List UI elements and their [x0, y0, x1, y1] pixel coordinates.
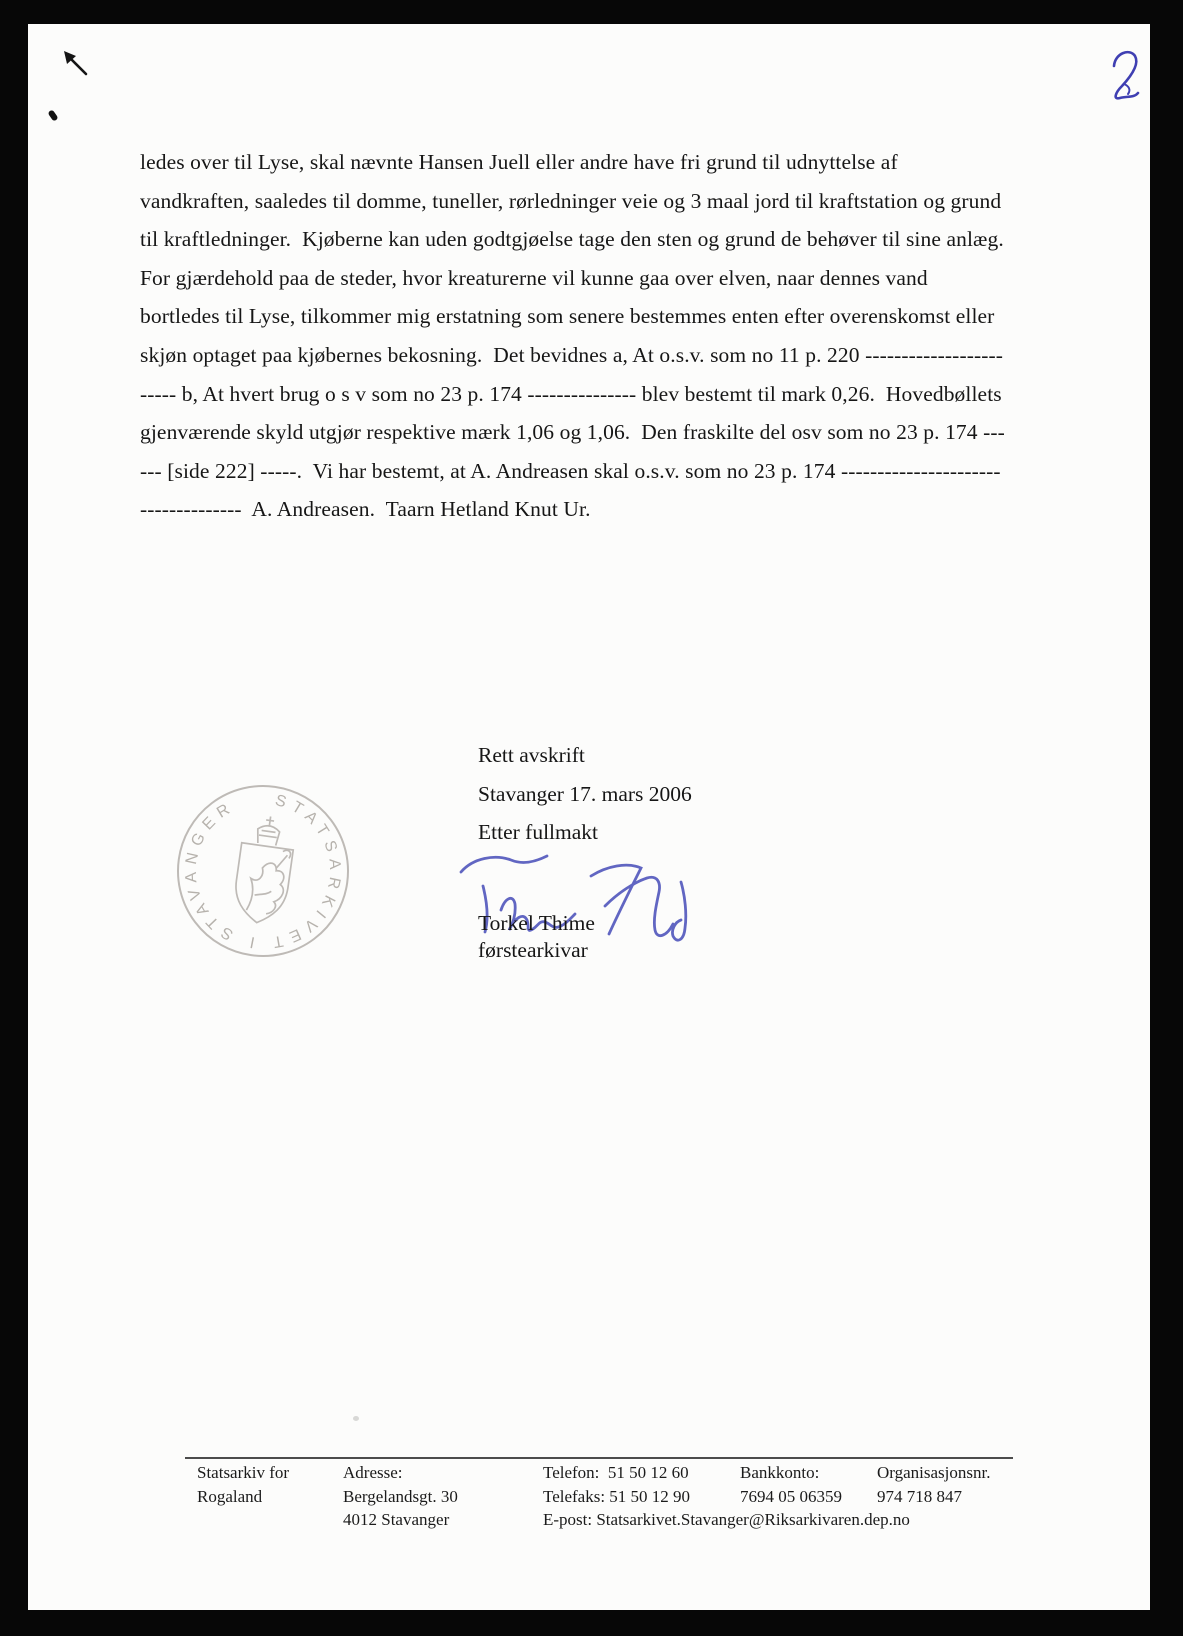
footer-org	[197, 1461, 289, 1508]
arrow-mark-icon	[58, 48, 92, 78]
ink-speck	[47, 109, 58, 121]
signatory-name: Torkel Thime	[478, 911, 595, 935]
crown-icon	[256, 815, 282, 846]
closing-block	[478, 736, 692, 852]
body-line: --- [side 222] -----. Vi har bestemt, at A. Andreasen skal o.s.v. som no 23 p. 174 ----------------------	[140, 458, 1001, 483]
body-line: bortledes til Lyse, tilkommer mig erstatning som senere bestemmes enten efter overenskomst eller	[140, 304, 995, 329]
footer-org-line2: Rogaland	[197, 1486, 263, 1506]
footer-orgnr	[877, 1461, 991, 1508]
document-body	[140, 143, 1005, 529]
certification-line: Rett avskrift	[478, 743, 585, 767]
authority-line: Etter fullmakt	[478, 820, 599, 845]
footer-divider	[185, 1457, 1013, 1459]
body-line: For gjærdehold paa de steder, hvor kreaturerne vil kunne gaa over elven, naar dennes vand	[140, 265, 928, 290]
footer-address-street: Bergelandsgt. 30	[343, 1486, 458, 1506]
stamp-ring-text: STATSARKIVET I STAVANGER	[182, 791, 344, 952]
footer-bank-account: 7694 05 06359	[740, 1486, 842, 1506]
handwritten-page-number	[1100, 42, 1152, 114]
body-line: til kraftledninger. Kjøberne kan uden godtgjøelse tage den sten og grund de behøver til sine anlæg.	[140, 227, 1004, 252]
paper-page	[28, 24, 1150, 1610]
body-line: skjøn optaget paa kjøbernes bekosning. Det bevidnes a, At o.s.v. som no 11 p. 220 -------------------	[140, 342, 1003, 367]
body-line: -------------- A. Andreasen. Taarn Hetland Knut Ur.	[140, 497, 591, 522]
norwegian-crest-icon	[231, 843, 293, 926]
footer-phone: Telefon: 51 50 12 60	[543, 1463, 689, 1482]
footer-contact	[543, 1461, 910, 1532]
signatory-block	[478, 910, 595, 964]
scan-dust-speck	[353, 1416, 359, 1421]
footer-address-label: Adresse:	[343, 1463, 403, 1482]
footer-orgnr-label: Organisasjonsnr.	[877, 1463, 991, 1482]
footer-address	[343, 1461, 458, 1532]
footer-bank	[740, 1461, 842, 1508]
body-line: vandkraften, saaledes til domme, tuneller, rørledninger veie og 3 maal jord til kraftstation og grund	[140, 188, 1002, 213]
footer-bank-label: Bankkonto:	[740, 1463, 820, 1482]
signatory-title: førstearkivar	[478, 938, 588, 962]
archive-stamp	[168, 776, 358, 966]
footer-email: E-post: Statsarkivet.Stavanger@Riksarkivaren.dep.no	[543, 1510, 910, 1529]
footer-address-city: 4012 Stavanger	[343, 1510, 450, 1529]
body-line: ----- b, At hvert brug o s v som no 23 p. 174 --------------- blev bestemt til mark 0,26. Hovedbøllets	[140, 381, 1002, 406]
place-date-line: Stavanger 17. mars 2006	[478, 781, 692, 806]
footer-org-line1: Statsarkiv for	[197, 1463, 290, 1482]
body-line: ledes over til Lyse, skal nævnte Hansen Juell eller andre have fri grund til udnyttelse af	[140, 150, 898, 174]
footer-fax: Telefaks: 51 50 12 90	[543, 1486, 691, 1506]
footer-orgnr-value: 974 718 847	[877, 1486, 962, 1506]
body-line: gjenværende skyld utgjør respektive mærk 1,06 og 1,06. Den fraskilte del osv som no 23 p. 174 ---	[140, 420, 1005, 445]
